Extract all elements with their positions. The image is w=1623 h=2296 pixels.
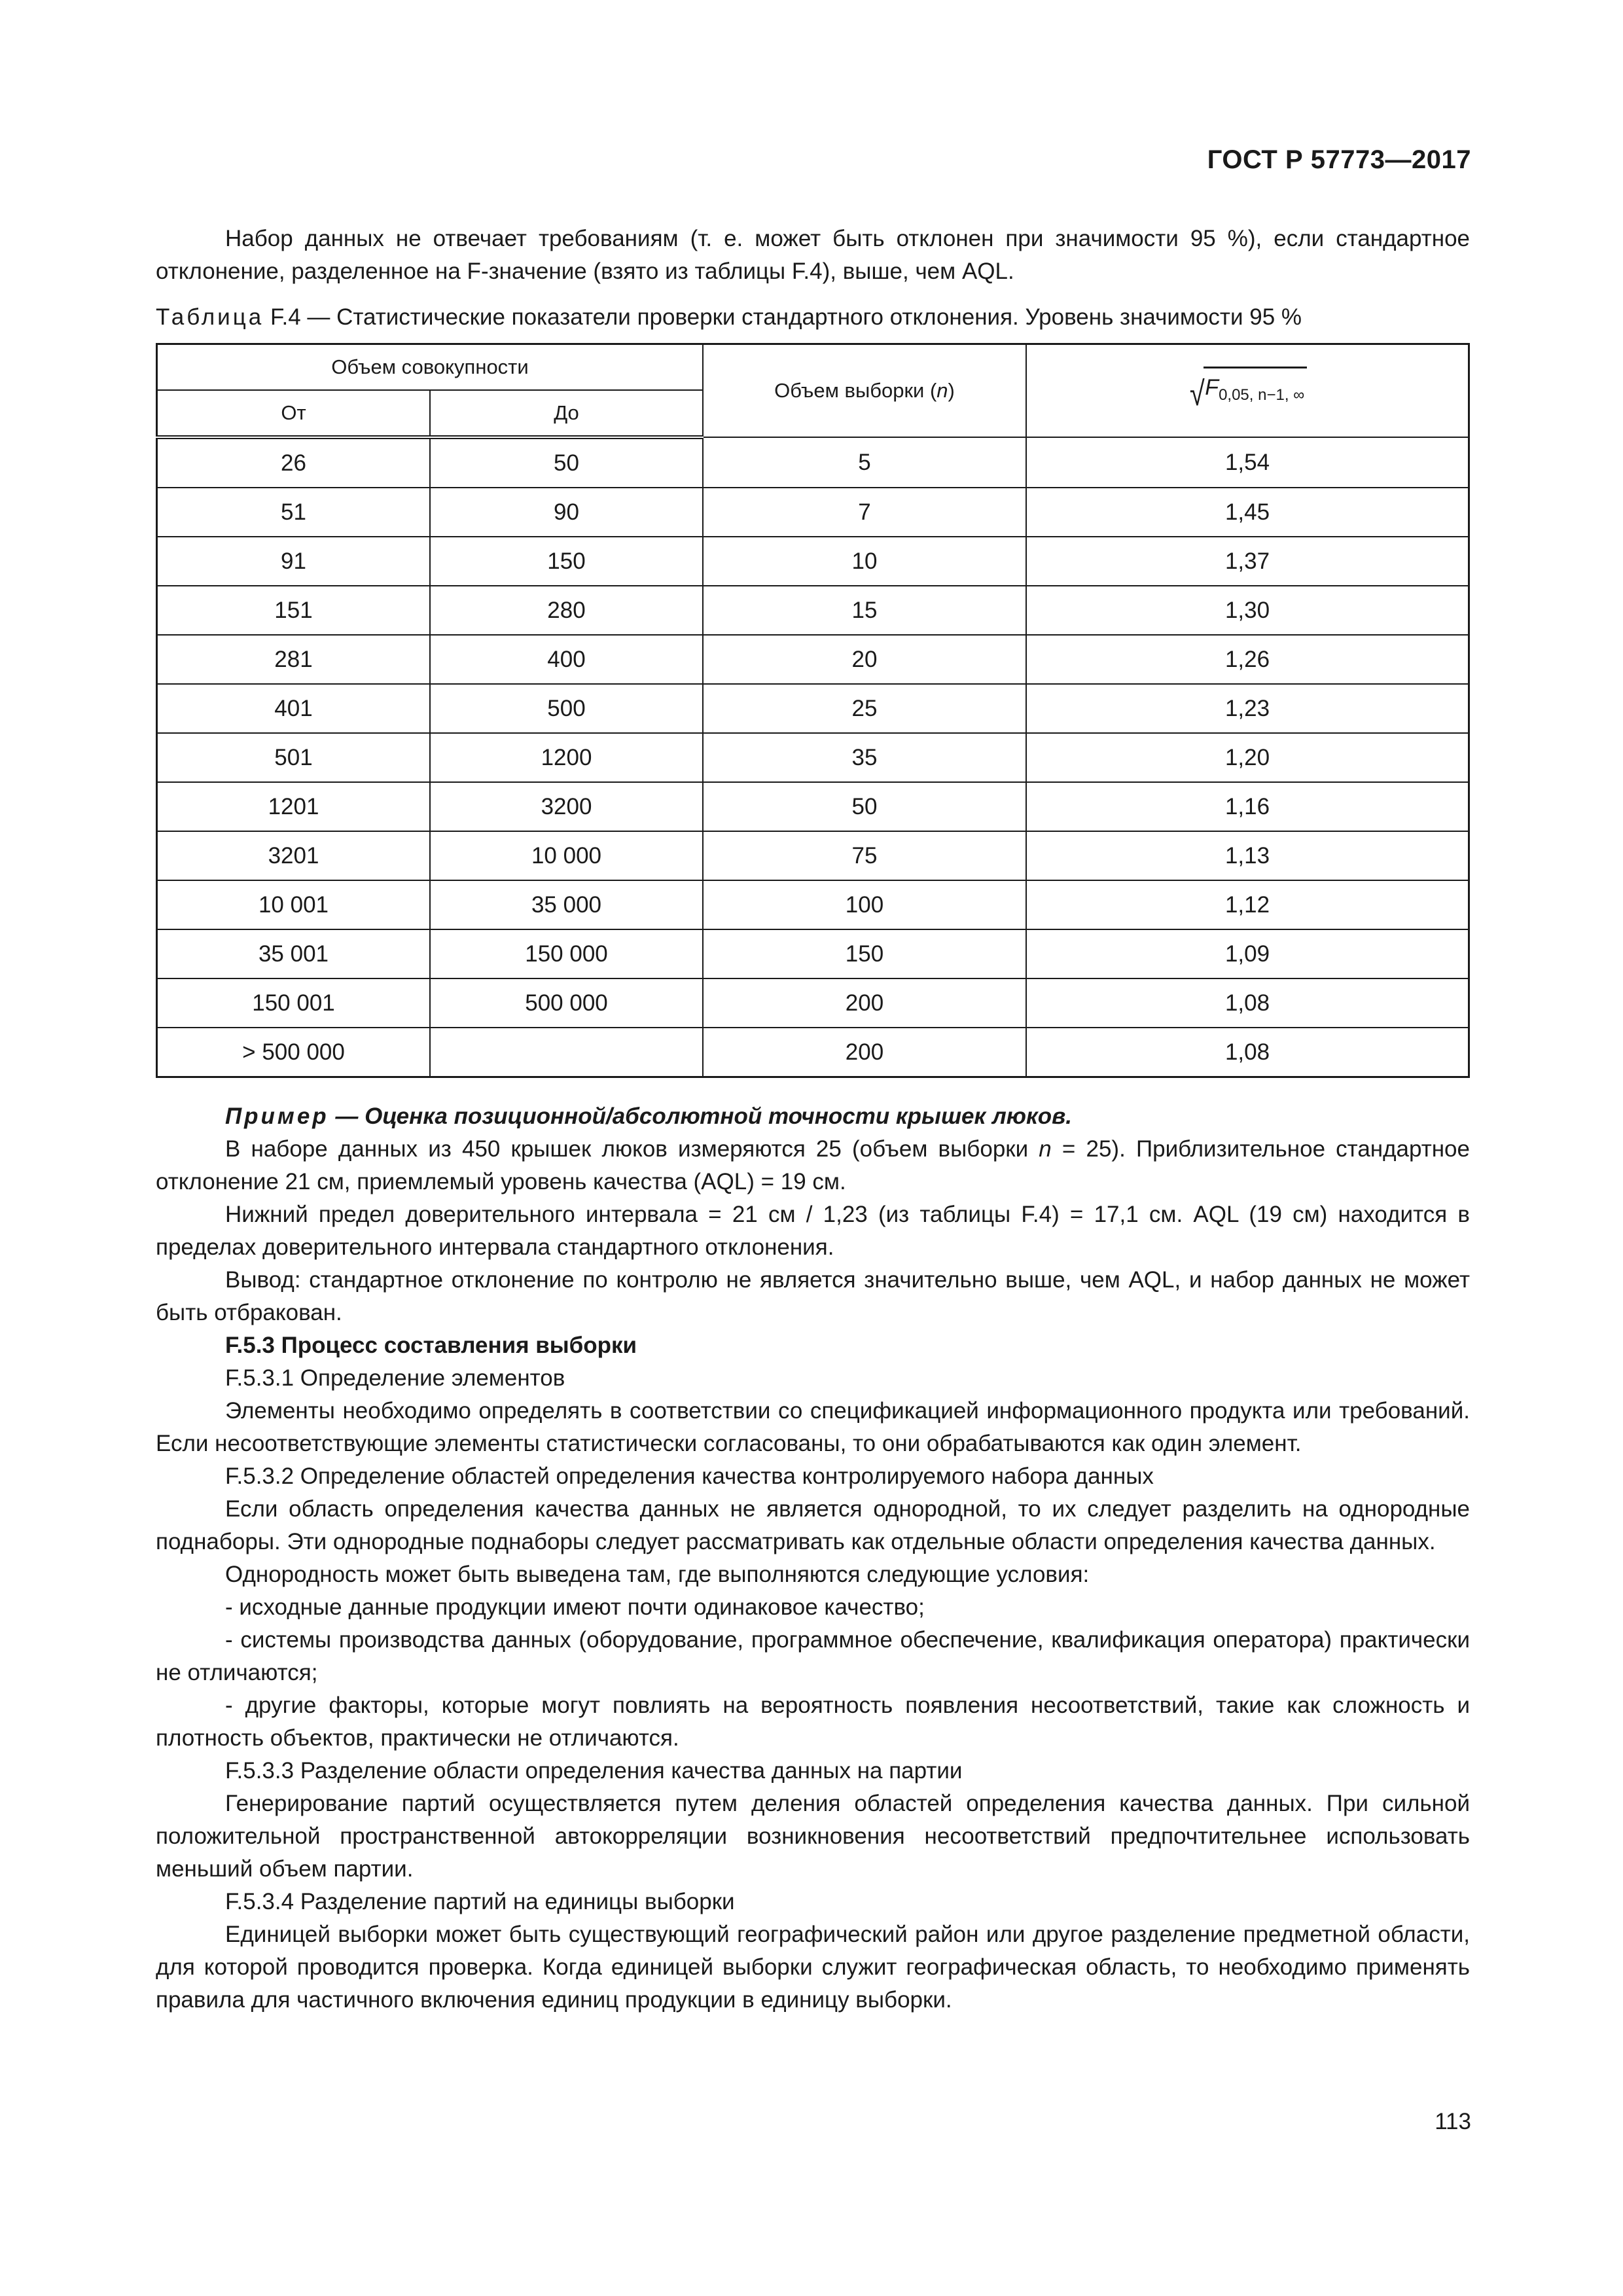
table-row — [157, 437, 1469, 488]
table-row — [157, 537, 1469, 586]
cell-sample-size: 7 — [703, 488, 1026, 537]
cell-f-value: 1,13 — [1026, 831, 1469, 880]
cell-to: 50 — [430, 437, 703, 488]
cell-sample-size: 5 — [703, 437, 1026, 488]
cell-f-value: 1,23 — [1026, 684, 1469, 733]
cell-f-value: 1,08 — [1026, 978, 1469, 1028]
f-subscript: 0,05, n−1, ∞ — [1219, 386, 1305, 404]
table-row — [157, 978, 1469, 1028]
table-row — [157, 635, 1469, 684]
cell-from: 26 — [157, 437, 431, 488]
cell-f-value: 1,08 — [1026, 1028, 1469, 1077]
page-content — [156, 223, 1470, 2017]
cell-from: 281 — [157, 635, 431, 684]
cell-from: 501 — [157, 733, 431, 782]
cell-to — [430, 1028, 703, 1077]
table-caption-prefix: Таблица — [156, 304, 264, 330]
cell-f-value: 1,45 — [1026, 488, 1469, 537]
cell-sample-size: 100 — [703, 880, 1026, 929]
cell-sample-size: 15 — [703, 586, 1026, 635]
header-f-value — [1026, 344, 1469, 438]
cell-to: 3200 — [430, 782, 703, 831]
condition-item: - исходные данные продукции имеют почти одинаковое качество; — [225, 1594, 925, 1620]
header-from: От — [157, 390, 431, 437]
subsection-4-text: Единицей выборки может быть существующий географический район или другое разделение предметной области, для которой проводится проверка. Когда единицей выборки служит географическая область, то необходимо применять правила для частичного включения единиц продукции в единицу выборки. — [156, 1922, 1470, 2013]
subsection-2-heading: F.5.3.2 Определение областей определения качества контролируемого набора данных — [225, 1463, 1154, 1489]
cell-f-value: 1,12 — [1026, 880, 1469, 929]
subsection-3-heading: F.5.3.3 Разделение области определения качества данных на партии — [225, 1758, 963, 1784]
table-row — [157, 929, 1469, 978]
cell-from: 35 001 — [157, 929, 431, 978]
sqrt-formula — [1188, 367, 1308, 412]
subsection-3-text: Генерирование партий осуществляется путем деления областей определения качества данных. При сильной положительной пространственной автокорреляции возникновения несоответствий предпочтительнее использовать меньший объем партии. — [156, 1791, 1470, 1882]
cell-from: 91 — [157, 537, 431, 586]
example-paragraph-3: Вывод: стандартное отклонение по контролю не является значительно выше, чем AQL, и набор данных не может быть отбракован. — [156, 1267, 1470, 1325]
cell-f-value: 1,37 — [1026, 537, 1469, 586]
example-title: — Оценка позиционной/абсолютной точности крышек люков. — [335, 1103, 1073, 1129]
cell-to: 90 — [430, 488, 703, 537]
cell-f-value: 1,09 — [1026, 929, 1469, 978]
cell-sample-size: 200 — [703, 978, 1026, 1028]
table-row — [157, 782, 1469, 831]
table-row — [157, 684, 1469, 733]
subsection-2-text: Если область определения качества данных не является однородной, то их следует разделить на однородные поднаборы. Эти однородные поднаборы следует рассматривать как отдельные области определения качества данных. — [156, 1496, 1470, 1554]
cell-to: 150 — [430, 537, 703, 586]
intro-paragraph: Набор данных не отвечает требованиям (т. е. может быть отклонен при значимости 95 %), если стандартное отклонение, разделенное на F-значение (взято из таблицы F.4), выше, чем AQL. — [156, 226, 1470, 284]
cell-from: 3201 — [157, 831, 431, 880]
subsection-1-heading: F.5.3.1 Определение элементов — [225, 1365, 565, 1391]
cell-f-value: 1,16 — [1026, 782, 1469, 831]
table-row — [157, 1028, 1469, 1077]
radical-sign: √ — [1189, 375, 1205, 414]
condition-item: - другие факторы, которые могут повлиять на вероятность появления несоответствий, такие как сложность и плотность объектов, практически не отличаются. — [156, 1693, 1470, 1751]
table-body — [157, 437, 1469, 1077]
header-sample-size: Объем выборки (n) — [703, 344, 1026, 438]
cell-from: 150 001 — [157, 978, 431, 1028]
condition-item: - системы производства данных (оборудование, программное обеспечение, квалификация оператора) практически не отличаются; — [156, 1627, 1470, 1685]
statistics-table — [156, 343, 1470, 1078]
cell-to: 500 000 — [430, 978, 703, 1028]
cell-to: 10 000 — [430, 831, 703, 880]
header-to: До — [430, 390, 703, 437]
example-paragraph-1: В наборе данных из 450 крышек люков измеряются 25 (объем выборки n = 25). Приблизительное стандартное отклонение 21 см, приемлемый уровень качества (AQL) = 19 см. — [156, 1136, 1470, 1194]
f-symbol: F — [1205, 374, 1219, 400]
cell-to: 1200 — [430, 733, 703, 782]
example-heading — [156, 1100, 1470, 1133]
subsection-4-heading: F.5.3.4 Разделение партий на единицы выборки — [225, 1889, 735, 1914]
cell-from: 51 — [157, 488, 431, 537]
document-header: ГОСТ Р 57773—2017 — [1207, 145, 1471, 174]
subsection-1-text: Элементы необходимо определять в соответствии со спецификацией информационного продукта или требований. Если несоответствующие элементы статистически согласованы, то они обрабатываются как один элемент. — [156, 1398, 1470, 1456]
cell-sample-size: 200 — [703, 1028, 1026, 1077]
table-row — [157, 880, 1469, 929]
cell-from: 401 — [157, 684, 431, 733]
cell-to: 500 — [430, 684, 703, 733]
cell-to: 400 — [430, 635, 703, 684]
cell-sample-size: 10 — [703, 537, 1026, 586]
cell-from: 1201 — [157, 782, 431, 831]
cell-sample-size: 20 — [703, 635, 1026, 684]
cell-from: 151 — [157, 586, 431, 635]
cell-f-value: 1,54 — [1026, 437, 1469, 488]
cell-to: 150 000 — [430, 929, 703, 978]
cell-to: 35 000 — [430, 880, 703, 929]
cell-from: > 500 000 — [157, 1028, 431, 1077]
cell-from: 10 001 — [157, 880, 431, 929]
cell-sample-size: 75 — [703, 831, 1026, 880]
cell-sample-size: 25 — [703, 684, 1026, 733]
example-label: Пример — [225, 1103, 329, 1129]
header-population: Объем совокупности — [157, 344, 704, 391]
example-paragraph-2: Нижний предел доверительного интервала = 21 см / 1,23 (из таблицы F.4) = 17,1 см. AQL (19 см) находится в пределах доверительного интервала стандартного отклонения. — [156, 1202, 1470, 1260]
table-caption — [156, 301, 1470, 334]
section-heading: F.5.3 Процесс составления выборки — [225, 1333, 637, 1358]
table-caption-text: F.4 — Статистические показатели проверки стандартного отклонения. Уровень значимости 95 % — [270, 304, 1302, 330]
cell-f-value: 1,30 — [1026, 586, 1469, 635]
cell-sample-size: 50 — [703, 782, 1026, 831]
cell-f-value: 1,20 — [1026, 733, 1469, 782]
page-number: 113 — [1435, 2109, 1471, 2134]
cell-sample-size: 35 — [703, 733, 1026, 782]
table-row — [157, 831, 1469, 880]
cell-sample-size: 150 — [703, 929, 1026, 978]
subsection-2-conditions: Однородность может быть выведена там, где выполняются следующие условия: — [225, 1562, 1090, 1587]
table-row — [157, 488, 1469, 537]
table-row — [157, 586, 1469, 635]
cell-f-value: 1,26 — [1026, 635, 1469, 684]
table-row — [157, 733, 1469, 782]
cell-to: 280 — [430, 586, 703, 635]
